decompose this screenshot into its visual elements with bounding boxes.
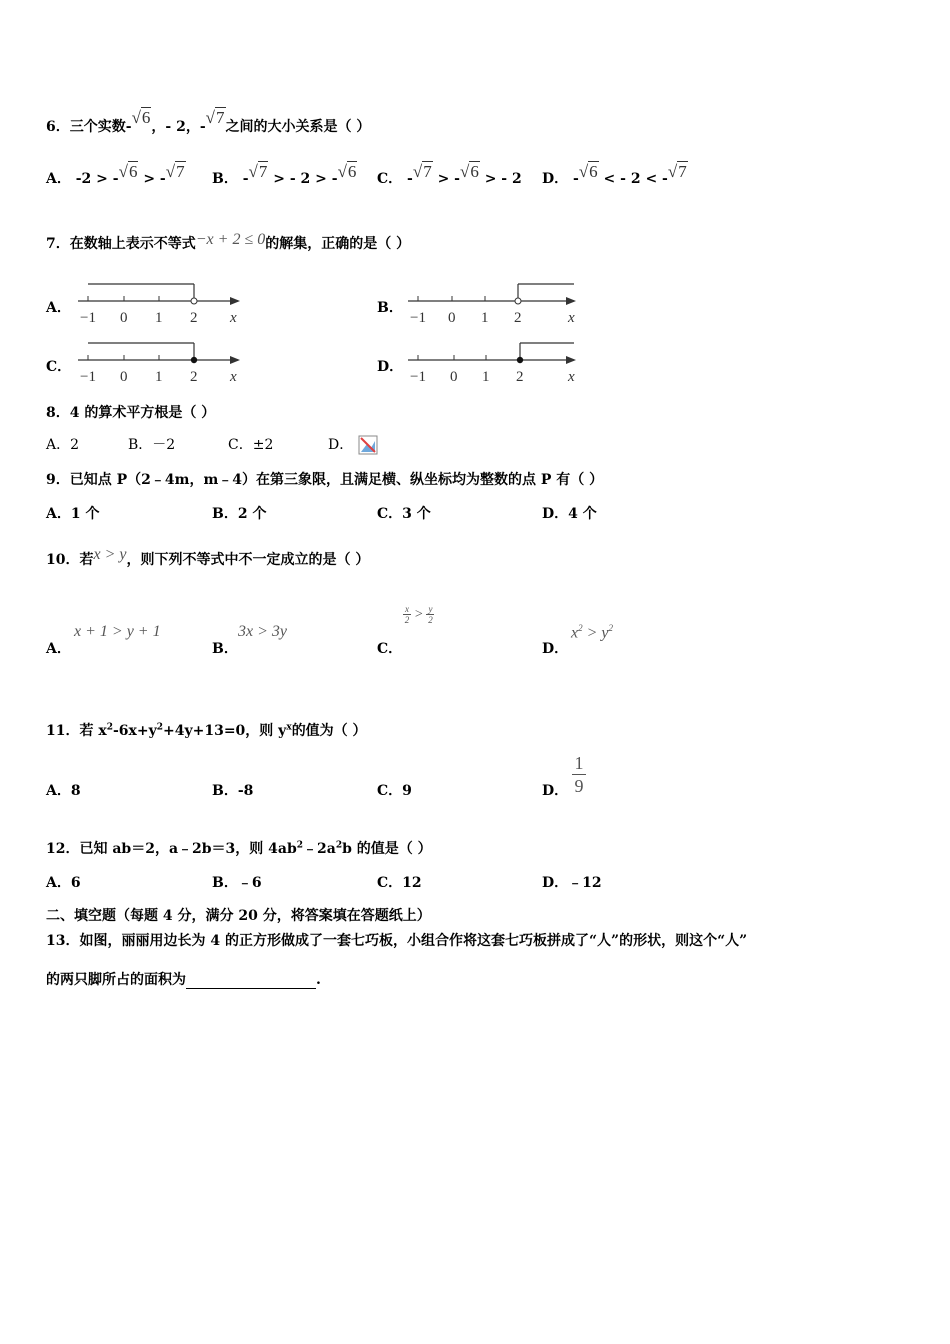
- q10-option-a-math: x + 1 > y + 1: [74, 623, 161, 640]
- number-line-d[interactable]: [402, 337, 582, 389]
- q9-option-a[interactable]: A．1 个: [46, 506, 100, 522]
- sqrt-6: √6: [131, 108, 151, 127]
- sqrt-7: √7: [205, 108, 225, 127]
- q10-option-a-label[interactable]: A．: [46, 641, 71, 657]
- q13-line-2: 的两只脚所占的面积为 .: [46, 972, 321, 988]
- svg-text:−1: −1: [80, 369, 96, 385]
- svg-text:−1: −1: [80, 310, 96, 326]
- svg-text:−1: −1: [410, 369, 426, 385]
- svg-text:1: 1: [481, 310, 489, 326]
- q12-option-b[interactable]: B．﹣6: [212, 875, 262, 891]
- svg-text:0: 0: [450, 369, 458, 385]
- q11-option-d[interactable]: D．: [542, 783, 569, 799]
- svg-text:x: x: [230, 310, 237, 326]
- q10-option-d-label[interactable]: D．: [542, 641, 569, 657]
- q11-option-c[interactable]: C．9: [377, 783, 412, 799]
- q11-stem: 11．若 $x^2-6x+y^2+4y+13=0$，则 $y^x$的值为（ ）: [46, 722, 367, 739]
- svg-text:x: x: [568, 369, 575, 385]
- q12-option-c[interactable]: C．12: [377, 875, 422, 891]
- q9-stem: 9．已知点 P（2﹣4m，m﹣4）在第三象限，且满足横、纵坐标均为整数的点 P 有（ ）: [46, 472, 604, 488]
- svg-text:2: 2: [516, 369, 524, 385]
- q10-option-c-label[interactable]: C．: [377, 641, 403, 657]
- q12-option-a[interactable]: A．6: [46, 875, 81, 891]
- svg-text:0: 0: [448, 310, 456, 326]
- q7-option-c-label[interactable]: C．: [46, 359, 72, 375]
- q6-stem: 6．三个实数-√6，- 2，-√7之间的大小关系是（ ）: [46, 108, 371, 135]
- q7-option-d-label[interactable]: D．: [377, 359, 404, 375]
- q8-option-d[interactable]: D．: [328, 434, 378, 455]
- q10-option-c-math: x 2 > y 2: [404, 604, 433, 625]
- q8-option-c[interactable]: C．±2: [228, 437, 274, 453]
- q9-option-b[interactable]: B．2 个: [212, 506, 267, 522]
- answer-blank[interactable]: [186, 974, 316, 989]
- q12-option-d[interactable]: D．﹣12: [542, 875, 602, 891]
- q8-option-a[interactable]: A．2: [46, 437, 80, 453]
- broken-image-icon: [358, 435, 378, 455]
- q9-option-d[interactable]: D．4 个: [542, 506, 597, 522]
- svg-text:−1: −1: [410, 310, 426, 326]
- svg-text:2: 2: [190, 369, 198, 385]
- q10-stem: 10．若x > y，则下列不等式中不一定成立的是（ ）: [46, 546, 370, 568]
- svg-text:0: 0: [120, 369, 128, 385]
- number-line-b[interactable]: [402, 278, 582, 330]
- q6-option-b[interactable]: B． -√7 > - 2 > -√6: [212, 162, 357, 187]
- section-heading-fill-in: 二、填空题（每题 4 分，满分 20 分，将答案填在答题纸上）: [46, 908, 431, 924]
- q6-option-a[interactable]: A． -2 > -√6 > -√7: [46, 162, 185, 187]
- q7-option-a-label[interactable]: A．: [46, 300, 71, 316]
- q10-option-b-label[interactable]: B．: [212, 641, 238, 657]
- q11-option-a[interactable]: A．8: [46, 783, 81, 799]
- q7-option-b-label[interactable]: B．: [377, 300, 403, 316]
- q11-option-b[interactable]: B．-8: [212, 783, 254, 799]
- svg-text:1: 1: [482, 369, 490, 385]
- svg-text:2: 2: [514, 310, 522, 326]
- svg-text:0: 0: [120, 310, 128, 326]
- q12-stem: 12．已知 ab＝2，a﹣2b＝3，则 $4ab^2﹣2a^2b$ 的值是（ ）: [46, 840, 432, 857]
- svg-text:x: x: [230, 369, 237, 385]
- q10-option-d-math: $x^2 > y^2$: [571, 623, 614, 642]
- number-line-a[interactable]: [72, 278, 252, 330]
- q11-option-d-fraction: 1 9: [572, 752, 586, 797]
- q13-line-1: 13．如图，丽丽用边长为 4 的正方形做成了一套七巧板，小组合作将这套七巧板拼成了“人”的形状，则这个“人”: [46, 933, 748, 949]
- q8-stem: 8．4 的算术平方根是（ ）: [46, 405, 216, 421]
- q6-option-d[interactable]: D． -√6 < - 2 < -√7: [542, 162, 687, 187]
- svg-text:1: 1: [155, 310, 163, 326]
- number-line-c[interactable]: [72, 337, 252, 389]
- svg-text:2: 2: [190, 310, 198, 326]
- q6-option-c[interactable]: C． -√7 > -√6 > - 2: [377, 162, 522, 187]
- q10-option-b-math: 3x > 3y: [238, 623, 287, 640]
- svg-text:x: x: [568, 310, 575, 326]
- q8-option-b[interactable]: B．－2: [128, 437, 176, 453]
- svg-text:1: 1: [155, 369, 163, 385]
- q7-stem: 7．在数轴上表示不等式−x + 2 ≤ 0的解集，正确的是（ ）: [46, 231, 411, 252]
- q9-option-c[interactable]: C．3 个: [377, 506, 431, 522]
